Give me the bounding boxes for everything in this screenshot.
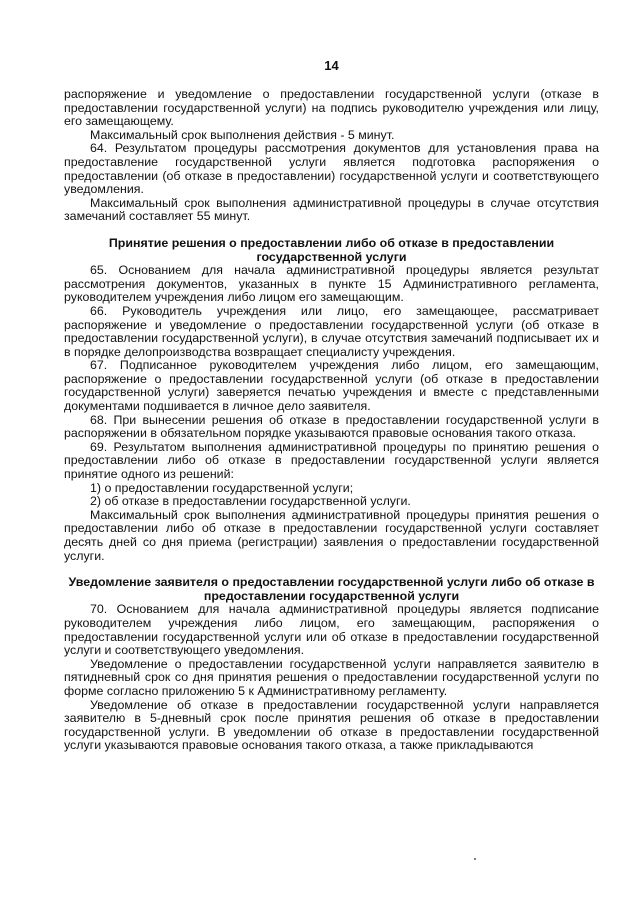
list-item-2: 2) об отказе в предоставлении государственной услуги. [90,494,411,509]
paragraph-max-time-decision: Максимальный срок выполнения административной процедуры принятия решения о предоставлении либо об отказе в предоставлении государственной услуги составляет десять дней со дня приема (регистрации) заявления о предоставлении государственной услуги. [64,507,599,563]
scan-speck [474,858,476,860]
section-heading-notification: Уведомление заявителя о предоставлении государственной услуги либо об отказе в предоставлении государственной услуги [68,575,595,603]
page-number: 14 [324,58,339,73]
paragraph-notice-refusal: Уведомление об отказе в предоставлении государственной услуги направляется заявителю в 5-дневный срок после принятия решения об отказе в предоставлении государственной услуги. В уведомлении об отказе в предоставлении государственной услуги указываются правовые основания такого отказа, а также прикладываются [64,697,599,753]
list-item-1: 1) о предоставлении государственной услуги; [90,480,354,495]
paragraph-69: 69. Результатом выполнения административной процедуры по принятию решения о предоставлении либо об отказе в предоставлении государственной услуги является принятие одного из решений: [64,439,599,482]
paragraph-64: 64. Результатом процедуры рассмотрения документов для установления права на предоставление государственной услуги является подготовка распоряжения о предоставлении (об отказе в предоставлении) государственной услуги и соответствующего уведомления. [64,141,599,197]
paragraph-66: 66. Руководитель учреждения или лицо, его замещающее, рассматривает распоряжение и уведомление о предоставлении государственной услуги (об отказе в предоставлении государственной услуги), в случае отсутствия замечаний подписывает их и в порядке делопроизводства возвращает специалисту учреждения. [64,303,599,359]
paragraph-68: 68. При вынесении решения об отказе в предоставлении государственной услуги в распоряжении в обязательном порядке указываются правовые основания такого отказа. [64,412,599,441]
paragraph-max-time-action: Максимальный срок выполнения действия - 5 минут. [90,127,395,142]
paragraph-70: 70. Основанием для начала административной процедуры является подписание руководителем учреждения либо лицом, его замещающим, распоряжения о предоставлении государственной услуги или об отказе в предоставлении государственной услуги и соответствующего уведомления. [64,602,599,658]
paragraph-max-time-procedure: Максимальный срок выполнения административной процедуры в случае отсутствия замечаний составляет 55 минут. [64,195,599,224]
paragraph-67: 67. Подписанное руководителем учреждения либо лицом, его замещающим, распоряжение о предоставлении государственной услуги (об отказе в предоставлении государственной услуги) заверяется печатью учреждения и вместе с представленными документами подшивается в личное дело заявителя. [64,358,599,414]
paragraph-65: 65. Основанием для начала административной процедуры является результат рассмотрения документов, указанных в пункте 15 Административного регламента, руководителем учреждения либо лицом его замещающим. [64,263,599,305]
document-body [64,88,599,753]
paragraph-continuation: распоряжение и уведомление о предоставлении государственной услуги (отказе в предоставлении государственной услуги) на подпись руководителю учреждения или лицу, его замещающему. [64,87,599,129]
paragraph-notice-grant: Уведомление о предоставлении государственной услуги направляется заявителю в пятидневный срок со дня принятия решения о предоставлении государственной услуги по форме согласно приложению 5 к Административному регламенту. [64,656,599,698]
document-page [64,0,599,905]
section-heading-decision: Принятие решения о предоставлении либо об отказе в предоставлении государственной услуги [108,235,555,264]
